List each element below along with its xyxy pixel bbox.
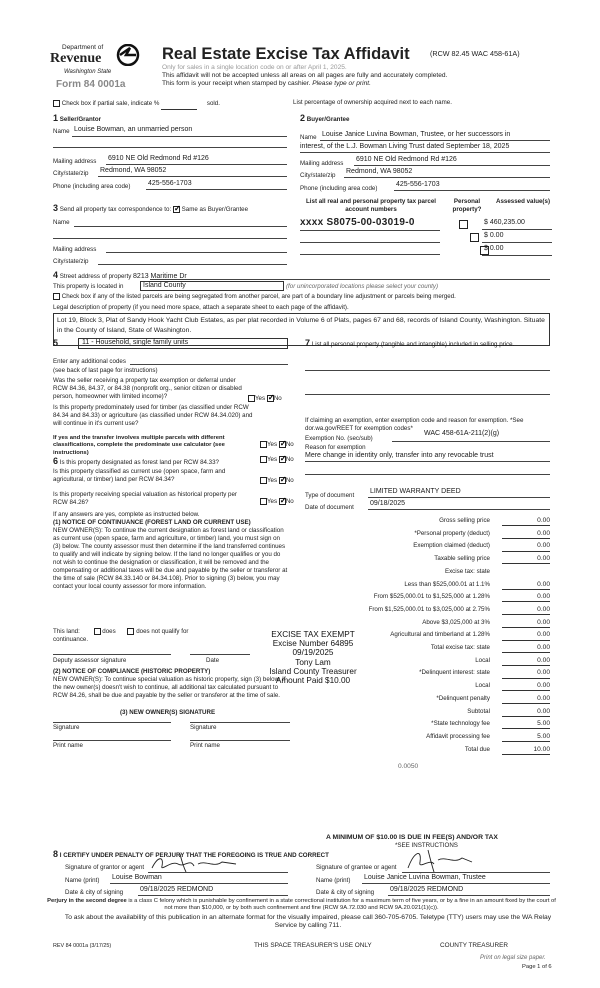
reason-field[interactable]: Mere change in identity only, transfer into any revocable trust [305,452,494,459]
dept-state: Washington State [64,69,112,75]
notice1-body: NEW OWNER(S): To continue the current designation as forest land or classification as current use (open space, farm and agriculture, or timber) land, you must sign on (3) below. The county assessor must then determine if the land transferred continues to qualify and will indicate by signing below. If the land no longer qualifies or you do not wish to continue the designation or classification, it will be removed and the compensating or additional taxes will be due and payable by the seller or transferor at the time of sale (RCW 84.33.140 or 84.34.108). Prior to signing (3) below, you may contact your local county assessor for more information. [53,527,288,590]
notice-complete: This affidavit will not be accepted unless all areas on all pages are fully and accurately completed. [162,72,448,79]
s6q2-yes-checkbox[interactable] [260,477,267,484]
section3-text: Send all property tax correspondence to: [59,206,172,213]
grantee-name-field[interactable]: Louise Janice Luvina Bowman, Trustee [364,874,486,881]
s6q1-yes-checkbox[interactable] [260,456,267,463]
additional-codes-label: Enter any additional codes [53,358,126,365]
seller-name-label: Name [53,128,70,135]
alt-format-notice: To ask about the availability of this publication in an alternate format for the visually impaired, please call 360-705-6705. Teletype (TTY) users may use the WA Relay Service by calling 711. [64,914,552,930]
legal-description-text: Lot 19, Block 3, Plat of Sandy Hook Yacht Club Estates, as per plat recorded in Volume 6 of Plats, pages 67 and 68, records of Island County, Washington. Situate in the County of Island, State of Washington. [57,317,545,334]
stamp-line-3: 09/19/2025 [292,648,334,658]
partial-sale-label: Check box if partial sale, indicate % [61,100,160,108]
same-as-buyer-checkbox[interactable] [173,206,180,213]
complete-instruction: If any answers are yes, complete as instructed below. [53,511,200,518]
form-rcw: (RCW 82.45 WAC 458-61A) [430,49,520,58]
tax-row-label: Less than $525,000.01 at 1.1% [404,580,490,588]
tax-row-label: *State technology fee [431,720,490,728]
buyer-city-field[interactable]: Redmond, WA 98052 [346,168,413,175]
tax-row [310,733,550,744]
seller-city-label: City/state/zip [53,170,89,177]
seller-section-num: 1 [53,113,59,123]
q-timber-agri-note: If yes and the transfer involves multiple parcels with different classifications, complete the predominate use calculator (see instructions) [53,435,225,456]
tax-row [310,530,550,541]
grantor-name-field[interactable]: Louise Bowman [112,874,162,881]
q1-no-checkbox[interactable] [267,395,274,402]
land-does-not-checkbox[interactable] [127,628,134,635]
sold-label: sold. [206,100,220,108]
grantor-date-field[interactable]: 09/18/2025 REDMOND [140,886,214,893]
tax-row [310,581,550,592]
tax-row-label: Affidavit processing fee [426,732,490,740]
q2-yes-no [260,441,294,449]
street-field[interactable]: 8213 Maritime Dr [133,273,187,280]
q2-yes-label: Yes [267,441,278,449]
buyer-mailing-field[interactable]: 6910 NE Old Redmond Rd #126 [356,156,457,163]
section7-num: 7 [305,338,311,348]
tax-row [310,746,550,757]
section5-num: 5 [53,338,59,348]
buyer-name-line1[interactable]: Louise Janice Luvina Bowman, Trustee, or her successors in [322,131,511,138]
notice-single-location: Only for sales in a single location code on or after April 1, 2025. [162,64,347,71]
buyer-name-label: Name [300,134,317,141]
tax-row-label: Total excise tax: state [430,644,490,651]
seller-phone-label: Phone (including area code) [53,183,131,190]
tax-row-label: Gross selling price [439,517,490,524]
s6q3-yes-label: Yes [267,498,278,506]
tax-row-value[interactable]: 0.00 [502,555,550,564]
section7-text [305,338,550,349]
tax-row-label: Local [475,656,490,664]
form-title: Real Estate Excise Tax Affidavit [162,45,410,63]
tax-row-label: *Delinquent interest: state [419,669,490,677]
notice1-title: (1) NOTICE OF CONTINUANCE (FOREST LAND OR CURRENT USE) [53,519,251,526]
parcel-number[interactable]: xxxx S8075-00-03019-0 [300,217,415,228]
s6q1-no-checkbox[interactable] [279,456,286,463]
tax-row [310,568,550,579]
tax-row [310,695,550,706]
legal-size-note: Print on legal size paper. [480,955,546,961]
new-owner-sig-label-1: Signature [53,724,80,731]
tax-row [310,593,550,604]
section4-num: 4 [53,270,59,280]
tax-row-value[interactable]: 5.00 [502,733,550,742]
deputy-date-label: Date [206,657,220,664]
exempt-claim-note: If claiming an exemption, enter exemption code and reason for exemption. *See dor.wa.gov/REET for exemption codes* [305,417,524,432]
doc-date-field[interactable]: 09/18/2025 [370,500,406,507]
tax-row [310,682,550,693]
county-treasurer-label: COUNTY TREASURER [440,942,508,949]
tax-row [310,606,550,617]
seller-name-field[interactable]: Louise Bowman, an unmarried person [74,126,193,133]
parcels-personal-header: Personal property? [452,198,482,213]
page-number: Page 1 of 6 [522,964,552,970]
county-select-value: Island County [143,282,186,289]
tax-row-value[interactable]: 0.00 [502,657,550,666]
reason-label: Reason for exemption [305,444,366,451]
assessed-value-1[interactable]: $ 460,235.00 [484,219,525,226]
perjury-bold: Perjury in the second degree [47,898,127,904]
partial-sale-row [53,100,220,110]
tax-row-value[interactable]: 0.00 [502,695,550,704]
grantee-signature [404,846,474,874]
q1-yes-checkbox[interactable] [248,395,255,402]
land-does-label: does [102,628,116,636]
q-historic: Is this property receiving special valuation as historical property per RCW 84.26? [53,491,237,506]
tax-row-label: Exemption claimed (deduct) [413,542,490,550]
notice-receipt-text: This form is your receipt when stamped by cashier. [162,80,311,87]
stamp-line-6: Amount Paid $10.00 [275,675,351,685]
land-does-not-label: does not qualify for [136,628,189,636]
tax-row-value[interactable]: 0.00 [502,708,550,717]
section6-num: 6 [53,456,59,466]
tax-row-value[interactable]: 0.00 [502,682,550,691]
tax-row-value[interactable]: 0.00 [502,669,550,678]
tax-row-value[interactable]: 0.00 [502,593,550,602]
tax-row [310,542,550,553]
ownership-note: List percentage of ownership acquired next to each name. [293,99,452,106]
rev-number: REV 84 0001a (3/17/25) [53,943,112,949]
buyer-city-label: City/state/zip [300,172,336,179]
tax-row [310,517,550,528]
stamp-line-2: Excise Number 64895 [272,639,354,649]
s6q2-yes-no [260,477,294,485]
buyer-phone-label: Phone (including area code) [300,185,378,192]
seller-heading [53,113,101,124]
assessed-value-3[interactable]: $ 0.00 [484,245,504,252]
section7-desc: List all personal property (tangible and intangible) included in selling price. [311,341,515,348]
q1-yes-label: Yes [255,395,266,403]
tax-row-value[interactable]: 10.00 [502,746,550,755]
dor-logo-icon [116,44,140,66]
buyer-mailing-label: Mailing address [300,160,344,167]
tax-row-label: *Delinquent penalty [436,694,490,702]
tax-row-label: Taxable selling price [434,555,490,563]
notice2-body: NEW OWNER(S): To continue special valuation as historic property, sign (3) below. If the new owner(s) doesn't wish to continue, all additional tax calculated pursuant to RCW 84.26, shall be due and payable by the seller or transferor at the time of sale. [53,676,286,699]
form-number: Form 84 0001a [56,79,126,90]
tax-row [310,631,550,642]
buyer-section-num: 2 [300,113,306,123]
sec3-city-label: City/state/zip [53,258,89,265]
county-hint: (for unincorporated locations please select your county) [286,283,439,290]
notice-type-print: Please type or print. [312,80,371,87]
located-label: This property is located in [53,283,124,290]
s6q3-yes-checkbox[interactable] [260,498,267,505]
notice-receipt [162,80,371,88]
tax-row-value[interactable]: 0.00 [502,631,550,640]
seller-mailing-field[interactable]: 6910 NE Old Redmond Rd #126 [108,155,209,162]
tax-row-value[interactable]: 0.00 [502,619,550,628]
tax-row [310,644,550,655]
tax-row-value[interactable]: 0.00 [502,581,550,590]
s6q1-no-label: No [285,456,294,464]
seller-mailing-label: Mailing address [53,158,97,165]
stamp-line-1: EXCISE TAX EXEMPT [271,630,355,639]
see-back-note: (see back of last page for instructions) [53,367,158,374]
tax-row-value[interactable]: 0.00 [502,530,550,539]
county-select[interactable] [140,281,284,291]
q-current-use: Is this property classified as current use (open space, farm and agricultural, or timber) land per RCW 84.34? [53,468,226,483]
s6q3-no-label: No [285,498,294,506]
tax-row-label: Total due [464,745,490,753]
s6q2-no-checkbox[interactable] [279,477,286,484]
tax-row-label: *Personal property (deduct) [414,529,490,537]
grantee-sig-label: Signature of grantee or agent [316,864,397,871]
this-land-row [53,628,188,636]
tax-row-label: Local [475,682,490,690]
tax-row-label: From $1,525,000.01 to $3,025,000 at 2.75% [368,605,490,613]
tax-row-label: Above $3,025,000 at 3% [422,618,490,626]
seller-heading-text: Seller/Grantor [59,116,102,123]
perjury-text: is a class C felony which is punishable by confinement in a state correctional institution for a maximum term of five years, or by a fine in an amount fixed by the court of not more than $10,000, or by both such confinement and fine (RCW 9A.72.030 and RCW 9A.20.021(1)(c)). [128,898,556,911]
section8-num: 8 [53,849,59,859]
dept-name: Revenue [50,51,102,66]
street-label: Street address of property [59,273,132,280]
tax-row [310,555,550,566]
new-owner-print-label-1: Print name [53,742,83,749]
buyer-name-line2[interactable]: interest, of the L.J. Bowman Living Trust dated September 18, 2025 [300,143,510,150]
legal-label: Legal description of property (if you need more space, attach a separate sheet to each page of the affidavit). [53,304,349,311]
grantor-name-label: Name (print) [65,877,100,884]
segregated-checkbox[interactable] [53,293,60,300]
q-timber-agri: Is this property predominately used for timber (as classified under RCW 84.34 and 84.33) or agriculture (as classified under RCW 84.34.020) and will continue in it's current use? [53,404,253,427]
buyer-heading [300,113,349,124]
seller-city-field[interactable]: Redmond, WA 98052 [100,167,167,174]
exemption-no-field[interactable]: WAC 458-61A-211(2)(g) [424,430,500,437]
personal-property-checkbox-1[interactable] [459,220,468,229]
partial-percent-field[interactable] [161,100,197,110]
s6q3-no-checkbox[interactable] [279,498,286,505]
see-instructions: *SEE INSTRUCTIONS [395,842,458,849]
grantee-name-label: Name (print) [316,877,351,884]
local-rate: 0.0050 [398,763,419,770]
grantor-date-label: Date & city of signing [65,889,124,896]
q1-yes-no [248,395,282,403]
buyer-heading-text: Buyer/Grantee [306,116,350,123]
tax-row [310,708,550,719]
tax-row-label: Excise tax: state [444,567,490,575]
q-exemption-deferral: Was the seller receiving a property tax exemption or deferral under RCW 84.36, 84.37, or 84.38 (nonprofit org., senior citizen or disabled person, homeowner with limited income)? [53,377,242,400]
tax-row [310,619,550,630]
section3-heading [53,203,248,214]
tax-row-label: From $525,000.01 to $1,525,000 at 1.28% [373,593,490,601]
dor-logo [50,44,150,94]
s6q2-yes-label: Yes [267,477,278,485]
personal-property-checkbox-2[interactable] [470,233,479,242]
section3-num: 3 [53,203,59,213]
grantor-signature [150,852,240,874]
land-does-checkbox[interactable] [94,628,101,635]
tax-row-value[interactable]: 0.00 [502,542,550,551]
this-land-label: This land: [53,628,80,636]
tax-row-label: Subtotal [467,707,490,715]
s6q3-yes-no [260,498,294,506]
deputy-sig-label: Deputy assessor signature [53,657,127,664]
doc-date-label: Date of document [305,504,354,511]
tax-row [310,657,550,668]
s6q1-yes-no [260,456,294,464]
grantee-date-field[interactable]: 09/18/2025 REDMOND [390,886,464,893]
tax-row-value[interactable]: 5.00 [502,720,550,729]
exemption-no-label: Exemption No. (sec/sub) [305,435,373,442]
tax-row [310,669,550,680]
continuance-label: continuance. [53,636,89,643]
q2-yes-checkbox[interactable] [260,441,267,448]
parcels-list-header: List all real and personal property tax parcel account numbers [306,198,436,213]
stamp-line-4: Tony Lam [295,657,331,667]
new-owner-print-label-2: Print name [190,742,220,749]
q-forest [53,456,258,467]
tax-row-value[interactable]: 0.00 [502,517,550,526]
doc-type-label: Type of document [305,492,355,499]
notice2-title: (2) NOTICE OF COMPLIANCE (HISTORIC PROPERTY) [53,668,211,675]
buyer-phone-field[interactable]: 425-556-1703 [396,181,440,188]
assessed-value-2[interactable]: $ 0.00 [484,232,504,239]
doc-type-field[interactable]: LIMITED WARRANTY DEED [370,488,461,495]
q-forest-text: Is this property designated as forest land per RCW 84.33? [59,459,219,466]
sec3-name-label: Name [53,219,70,226]
s6q1-yes-label: Yes [267,456,278,464]
q2-no-checkbox[interactable] [279,441,286,448]
new-owner-sig-title: (3) NEW OWNER(S) SIGNATURE [120,709,216,716]
parcels-assessed-header: Assessed value(s) [496,198,550,205]
tax-row-value[interactable]: 0.00 [502,606,550,615]
minimum-due-note: A MINIMUM OF $10.00 IS DUE IN FEE(S) AND/OR TAX [326,834,498,841]
q2-no-label: No [285,441,294,449]
segregated-row [53,293,456,301]
stamp-line-5: Island County Treasurer [269,666,357,676]
perjury-notice [44,898,559,912]
tax-row [310,720,550,731]
q1-no-label: No [273,395,282,403]
tax-row-value[interactable]: 0.00 [502,644,550,653]
grantor-sig-label: Signature of grantor or agent [65,864,145,871]
sec3-mailing-label: Mailing address [53,246,97,253]
use-code-value: 11 - Household, single family units [82,339,189,346]
use-code-select[interactable] [78,338,288,349]
tax-row-label: Agricultural and timberland at 1.28% [390,631,490,639]
new-owner-sig-label-2: Signature [190,724,217,731]
partial-sale-checkbox[interactable] [53,100,60,107]
same-as-buyer-label: Same as Buyer/Grantee [181,206,249,213]
treasurer-use-label: THIS SPACE TREASURER'S USE ONLY [254,942,372,949]
grantee-date-label: Date & city of signing [316,889,375,896]
seller-phone-field[interactable]: 425-556-1703 [148,180,192,187]
certify-text: I CERTIFY UNDER PENALTY OF PERJURY THAT THE FOREGOING IS TRUE AND CORRECT [59,852,329,859]
s6q2-no-label: No [285,477,294,485]
dept-of-label: Department of [62,44,104,51]
segregated-label: Check box if any of the listed parcels are being segregated from another parcel, are part of a boundary line adjustment or parcels being merged. [61,293,456,301]
